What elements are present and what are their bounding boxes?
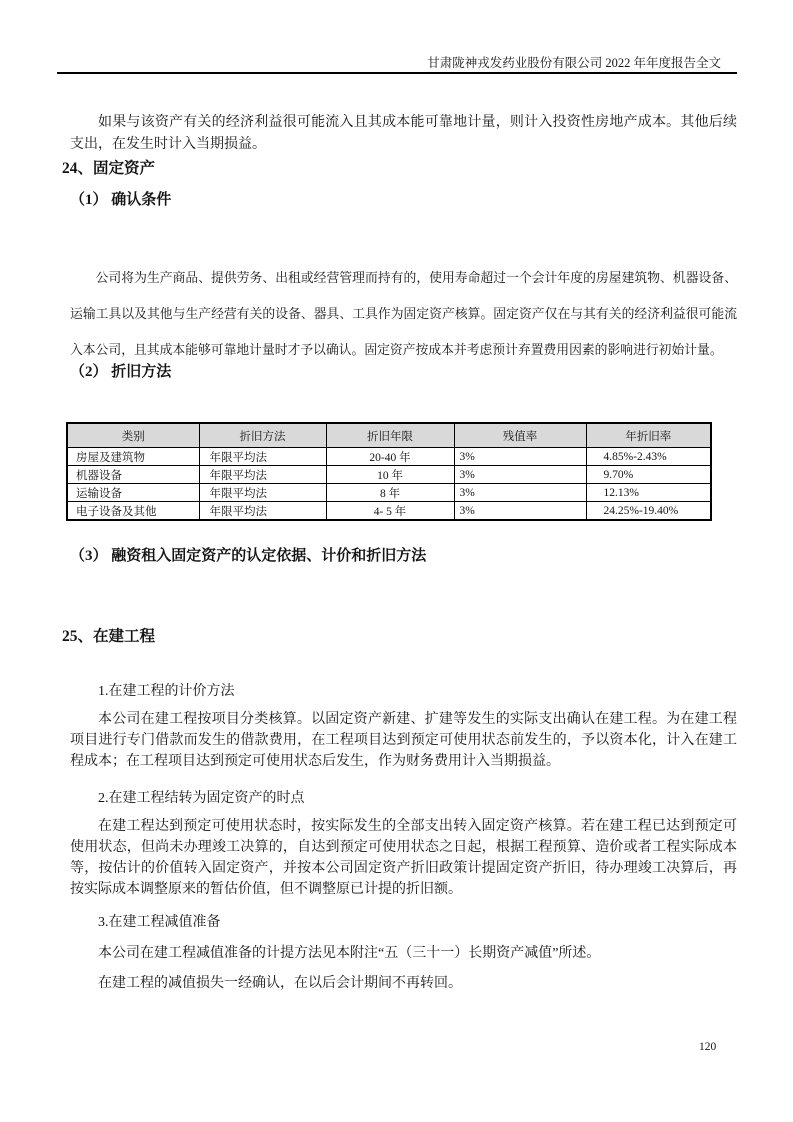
section-24-sub3-heading: （3） 融资租入固定资产的认定依据、计价和折旧方法 [70,548,427,564]
section-24-heading: 24、固定资产 [62,160,156,177]
table-cell: 20-40 年 [326,448,454,466]
table-cell: 4- 5 年 [326,502,454,521]
section-24-sub1-paragraph: 公司将为生产商品、提供劳务、出租或经营管理而持有的，使用寿命超过一个会计年度的房屋建筑物、机器设备、运输工具以及其他与生产经营有关的设备、器具、工具作为固定资产核算。固定资产仅在与其有关的经济利益很可能流入本公司，且其成本能够可靠地计量时才予以确认。固定资产按成本并考虑预计弃置费用因素的影响进行初始计量。 [70,270,737,357]
table-cell: 3% [454,484,586,502]
table-cell: 年限平均法 [199,448,326,466]
table-cell: 机器设备 [67,466,199,484]
table-header-residual-rate: 残值率 [454,423,586,448]
table-cell: 3% [454,448,586,466]
section-25-item2-body: 在建工程达到预定可使用状态时，按实际发生的全部支出转入固定资产核算。若在建工程已达到预定可使用状态，但尚未办理竣工决算的，自达到预定可使用状态之日起，根据工程预算、造价或者工程实际成本等，按估计的价值转入固定资产，并按本公司固定资产折旧政策计提固定资产折旧，待办理竣工决算后，再按实际成本调整原来的暂估价值，但不调整原已计提的折旧额。 [70,819,737,897]
page-number: 120 [699,1041,717,1053]
table-row [67,502,711,521]
table-cell: 年限平均法 [199,502,326,521]
table-row [67,466,711,484]
table-cell: 房屋及建筑物 [67,448,199,466]
section-25-item1-body: 本公司在建工程按项目分类核算。以固定资产新建、扩建等发生的实际支出确认在建工程。为在建工程项目进行专门借款而发生的借款费用，在工程项目达到预定可使用状态前发生的，予以资本化，计入在建工程成本；在工程项目达到预定可使用状态后发生，作为财务费用计入当期损益。 [70,712,737,769]
table-cell: 年限平均法 [199,466,326,484]
section-25-item3-paragraph1: 本公司在建工程减值准备的计提方法见本附注“五（三十一）长期资产减值”所述。 [98,946,601,961]
table-row [67,484,711,502]
table-cell: 年限平均法 [199,484,326,502]
table-header-life: 折旧年限 [326,423,454,448]
section-25-heading: 25、在建工程 [62,628,156,645]
header-rule [57,72,737,74]
table-header-method: 折旧方法 [199,423,326,448]
table-cell: 3% [454,502,586,521]
table-cell: 8 年 [326,484,454,502]
table-cell: 3% [454,466,586,484]
table-cell: 24.25%-19.40% [586,502,711,521]
section-24-sub1-heading: （1） 确认条件 [70,192,172,208]
table-cell: 4.85%-2.43% [586,448,711,466]
section-25-item3-title: 3.在建工程减值准备 [98,915,221,930]
depreciation-table-header-row [67,423,711,448]
section-25-item2-title: 2.在建工程结转为固定资产的时点 [98,791,305,806]
table-header-annual-rate: 年折旧率 [586,423,711,448]
table-cell: 9.70% [586,466,711,484]
depreciation-table [66,422,712,521]
running-header-title: 甘肃陇神戎发药业股份有限公司 2022 年年度报告全文 [427,56,721,70]
section-25-item3-paragraph2: 在建工程的减值损失一经确认，在以后会计期间不再转回。 [98,976,462,991]
table-cell: 电子设备及其他 [67,502,199,521]
table-cell: 运输设备 [67,484,199,502]
table-cell: 12.13% [586,484,711,502]
section-24-sub2-heading: （2） 折旧方法 [70,364,172,380]
section-25-item1-title: 1.在建工程的计价方法 [98,684,235,699]
table-row [67,448,711,466]
intro-paragraph: 如果与该资产有关的经济利益很可能流入且其成本能可靠地计量，则计入投资性房地产成本。其他后续支出，在发生时计入当期损益。 [70,115,737,152]
table-header-category: 类别 [67,423,199,448]
table-cell: 10 年 [326,466,454,484]
